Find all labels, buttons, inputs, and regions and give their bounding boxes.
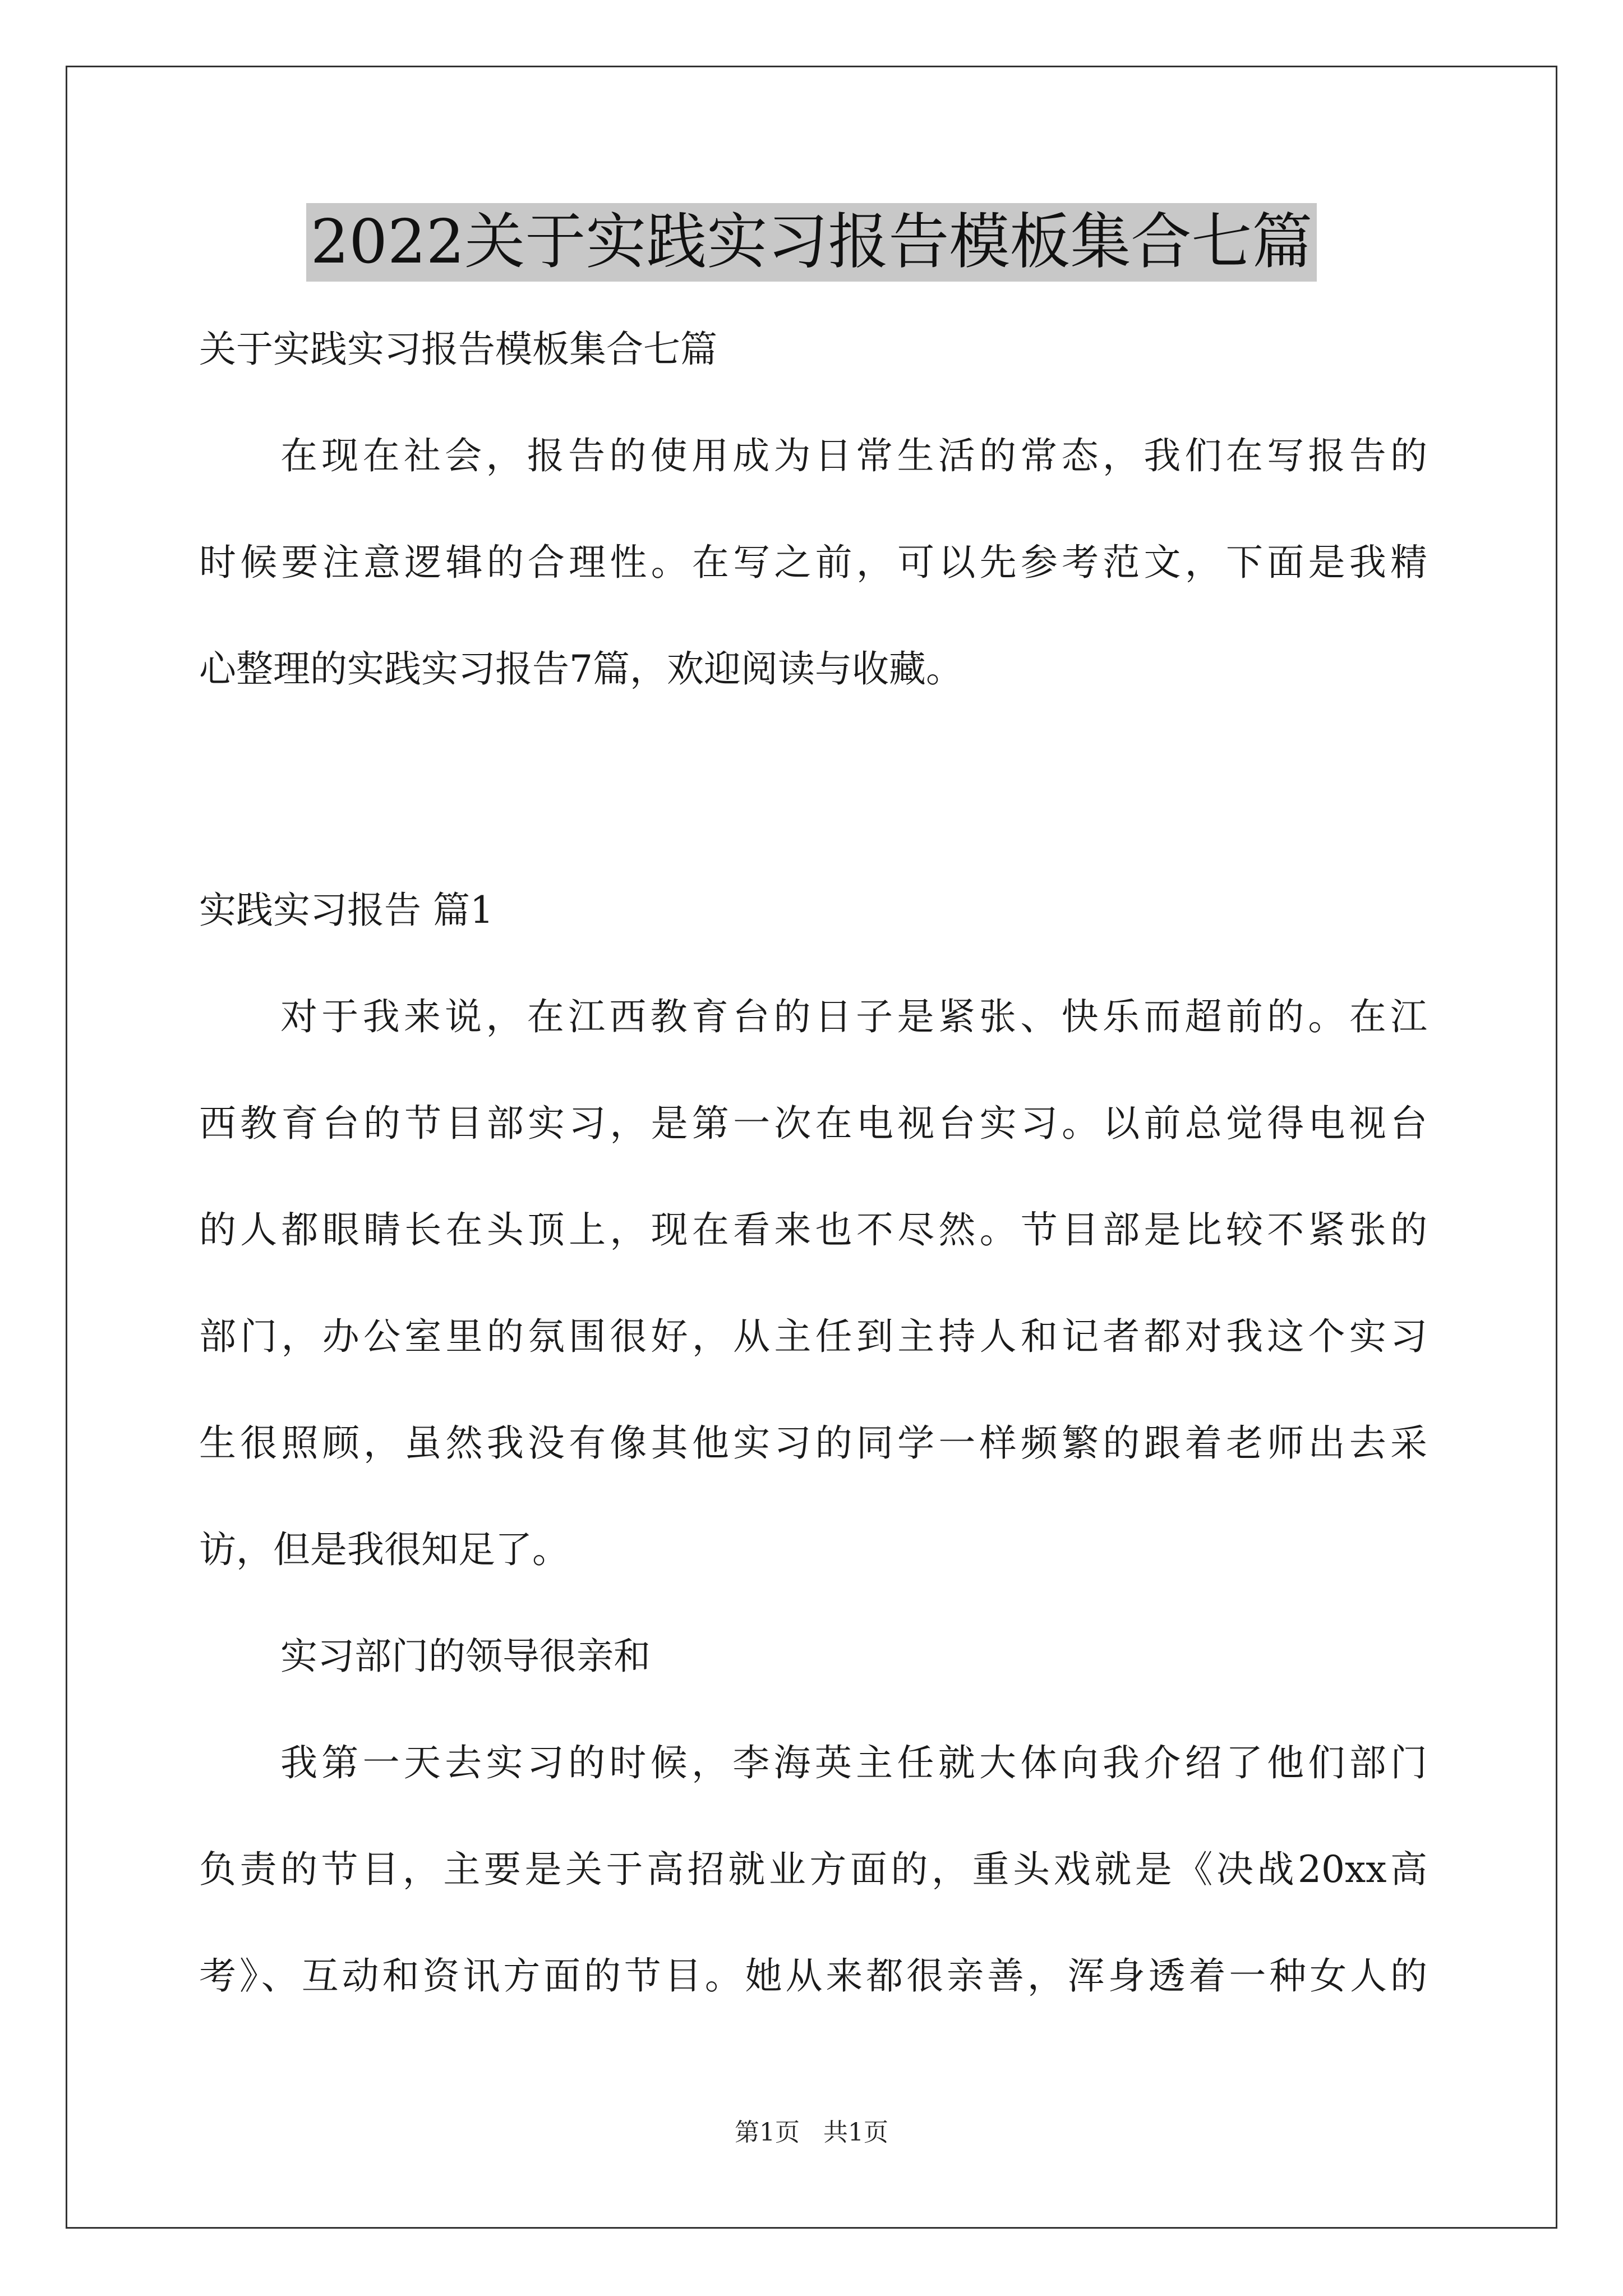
section-heading: 实践实习报告 篇1 bbox=[199, 889, 494, 932]
para1-line: 部门，办公室里的氛围很好，从主任到主持人和记者都对我这个实习 bbox=[199, 1315, 1427, 1358]
document-body-top bbox=[199, 296, 1427, 723]
para2-line: 考》、互动和资讯方面的节目。她从来都很亲善，浑身透着一种女人的 bbox=[199, 1954, 1427, 1998]
sub-heading: 实习部门的领导很亲和 bbox=[280, 1635, 651, 1678]
para2-line: 负责的节目，主要是关于高招就业方面的，重头戏就是《决战20xx高 bbox=[199, 1848, 1427, 1891]
para1-line: 访，但是我很知足了。 bbox=[199, 1528, 569, 1571]
intro-line: 在现在社会，报告的使用成为日常生活的常态，我们在写报告的 bbox=[280, 434, 1427, 477]
page-footer bbox=[0, 2116, 1623, 2150]
page-number: 第1页 bbox=[735, 2118, 800, 2147]
para1-line: 生很照顾，虽然我没有像其他实习的同学一样频繁的跟着老师出去采 bbox=[199, 1421, 1427, 1465]
para1-line: 对于我来说，在江西教育台的日子是紧张、快乐而超前的。在江 bbox=[280, 995, 1427, 1038]
title-container bbox=[0, 203, 1623, 282]
document-body-main bbox=[199, 857, 1427, 2030]
intro-line: 心整理的实践实习报告7篇，欢迎阅读与收藏。 bbox=[199, 647, 963, 691]
document-subtitle: 关于实践实习报告模板集合七篇 bbox=[199, 328, 717, 371]
para1-line: 的人都眼睛长在头顶上，现在看来也不尽然。节目部是比较不紧张的 bbox=[199, 1208, 1427, 1251]
document-title: 2022关于实践实习报告模板集合七篇 bbox=[306, 203, 1317, 282]
para1-line: 西教育台的节目部实习，是第一次在电视台实习。以前总觉得电视台 bbox=[199, 1102, 1427, 1145]
intro-line: 时候要注意逻辑的合理性。在写之前，可以先参考范文，下面是我精 bbox=[199, 541, 1427, 584]
page-total: 共1页 bbox=[823, 2118, 888, 2147]
para2-line: 我第一天去实习的时候，李海英主任就大体向我介绍了他们部门 bbox=[280, 1741, 1427, 1784]
